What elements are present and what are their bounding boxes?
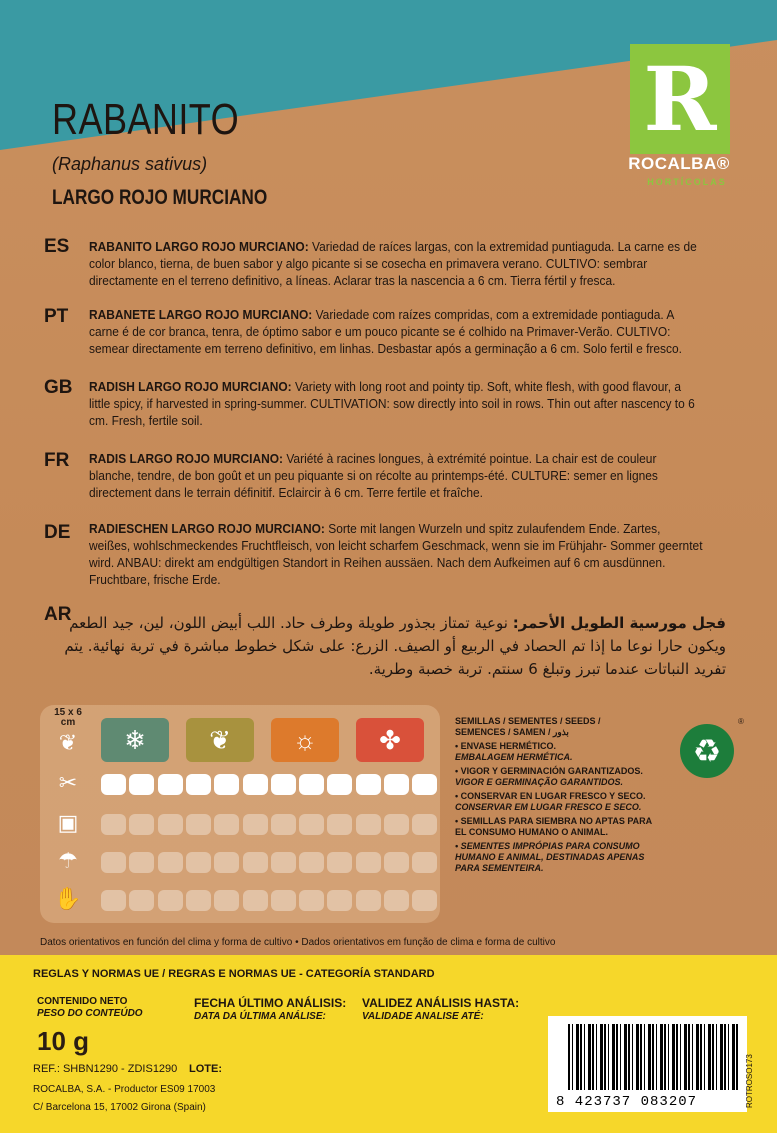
winter-icon: ❄ xyxy=(101,718,169,762)
calendar-cell xyxy=(327,774,352,795)
description-fr xyxy=(89,450,704,501)
seeds-info xyxy=(455,716,655,877)
green-dot-recycling-icon: ♻ xyxy=(680,724,734,778)
seeds-item-5: • SEMENTES IMPRÓPIAS PARA CONSUMO HUMANO E ANIMAL, DESTINADAS APENAS PARA SEMENTEIRA. xyxy=(455,841,645,873)
lang-code-es: ES xyxy=(44,236,70,257)
company: ROCALBA, S.A. - Productor ES09 17003 xyxy=(33,1084,216,1095)
seeds-item-2: • VIGOR Y GERMINACIÓN GARANTIZADOS. xyxy=(455,766,643,776)
calendar-cell xyxy=(129,814,154,835)
logo-letter: R xyxy=(643,47,717,151)
lang-code-de: DE xyxy=(44,522,71,543)
brand-name: ROCALBA® xyxy=(628,154,730,173)
description-gb-text: Variety with long root and pointy tip. Soft, white flesh, with good flavour, a little spicy, if harvested in spring-summer. CULTIVATION: sow directly into soil in rows. Thin out after nascency to 6 cm. Fresh, fertile soil. xyxy=(89,379,695,428)
description-pt-text: Variedade com raízes compridas, com a extremidade pontiaguda. A carne é de cor branca, tenra, de óptimo sabor e um pouco picante se é colhido na Primaver-Verão. CULTIVO: semear directamente em terreno definitivo, em linhas. Desbastar após a germinação a 6 cm. Solo fertil e fresco. xyxy=(89,307,682,356)
calendar-cell xyxy=(327,890,352,911)
calendar-cell xyxy=(129,852,154,873)
calendar-cell xyxy=(384,774,409,795)
calendar-cell xyxy=(412,852,437,873)
calendar-cell xyxy=(299,890,324,911)
product-title: RABANITO xyxy=(52,95,240,144)
seeds-item-2-pt: VIGOR E GERMINAÇÃO GARANTIDOS. xyxy=(455,777,624,787)
description-ar xyxy=(48,612,726,681)
barcode-bars xyxy=(568,1024,738,1090)
calendar-cell xyxy=(299,852,324,873)
calendar-cell xyxy=(384,814,409,835)
description-ar-lead: فجل مورسية الطويل الأحمر: xyxy=(512,614,726,632)
description-pt-lead: RABANETE LARGO ROJO MURCIANO: xyxy=(89,307,313,322)
calendar-cell xyxy=(243,774,268,795)
description-fr-text: Variété à racines longues, à extrémité pointue. La chair est de couleur blanche, tendre, de bon goût et un peu piquante si on récolte au printemps-été. CULTURE: semer en lignes directement dans le terrain définitif. Eclaircir à 6 cm. Terre fertile et fraîche. xyxy=(89,451,658,500)
calendar-cell xyxy=(186,852,211,873)
address: C/ Barcelona 15, 17002 Girona (Spain) xyxy=(33,1102,206,1113)
calendar-cell xyxy=(101,774,126,795)
validity-label-pt: VALIDADE ANALISE ATÉ: xyxy=(362,1011,484,1022)
summer-icon: ☼ xyxy=(271,718,339,762)
calendar-cell xyxy=(384,890,409,911)
seeds-item-3-pt: CONSERVAR EM LUGAR FRESCO E SECO. xyxy=(455,802,642,812)
calendar-cell xyxy=(214,890,239,911)
net-content-label-pt: PESO DO CONTEÚDO xyxy=(37,1008,143,1019)
description-fr-lead: RADIS LARGO ROJO MURCIANO: xyxy=(89,451,284,466)
seedbed-icon: ▣ xyxy=(57,810,79,835)
description-gb xyxy=(89,378,704,429)
lang-code-gb: GB xyxy=(44,377,73,398)
seeds-header-2: SEMENCES / SAMEN / بذور xyxy=(455,727,569,737)
net-content-label: CONTENIDO NETO xyxy=(37,996,128,1007)
calendar-cell xyxy=(299,774,324,795)
calendar-cell xyxy=(356,774,381,795)
plants-icon: ❦ xyxy=(58,730,78,755)
barcode-number: 8 423737 083207 xyxy=(556,1094,698,1110)
lot-label: LOTE: xyxy=(189,1063,222,1075)
calendar-cell xyxy=(158,890,183,911)
brand-logo xyxy=(617,44,741,187)
sowing-icon: ✂ xyxy=(58,770,78,795)
seeds-item-1: • ENVASE HERMÉTICO. xyxy=(455,741,556,751)
calendar-cell xyxy=(356,890,381,911)
calendar-cell xyxy=(327,814,352,835)
analysis-date-label-pt: DATA DA ÚLTIMA ANÁLISE: xyxy=(194,1011,326,1022)
product-variety: LARGO ROJO MURCIANO xyxy=(52,186,268,209)
logo-box xyxy=(630,44,730,154)
validity-label: VALIDEZ ANÁLISIS HASTA: xyxy=(362,996,520,1010)
vertical-code: ROTROSO173 xyxy=(745,1054,754,1108)
seeds-item-1-pt: EMBALAGEM HERMÉTICA. xyxy=(455,752,573,762)
transplant-icon: ☂ xyxy=(58,848,78,873)
description-es-lead: RABANITO LARGO ROJO MURCIANO: xyxy=(89,239,309,254)
seeds-header-1: SEMILLAS / SEMENTES / SEEDS / xyxy=(455,716,601,726)
calendar-cell xyxy=(412,774,437,795)
plant-spacing: 15 x 6 cm xyxy=(54,707,82,728)
calendar-cell xyxy=(412,814,437,835)
calendar-cell xyxy=(158,814,183,835)
calendar-cell xyxy=(384,852,409,873)
description-ar-text: نوعية تمتاز بجذور طويلة وطرف حاد. اللب أبيض اللون، لين، جيد الطعم ويكون حارا نوعا ما إذا تم الحصاد في الربيع أو الصيف. الزرع: على شكل خطوط مباشرة في تربة نهائية. يتم تفريد النباتات عندما تبرز وتبلغ 6 سنتم. تربة خصبة وطرية. xyxy=(64,614,726,678)
calendar-cell xyxy=(129,890,154,911)
description-es xyxy=(89,238,704,289)
eu-rules: REGLAS Y NORMAS UE / REGRAS E NORMAS UE - CATEGORÍA STANDARD xyxy=(33,968,435,980)
calendar-cell xyxy=(101,852,126,873)
calendar-cell xyxy=(243,852,268,873)
description-gb-lead: RADISH LARGO ROJO MURCIANO: xyxy=(89,379,292,394)
registered-mark: ® xyxy=(738,717,744,726)
calendar-cell xyxy=(271,890,296,911)
calendar-cell xyxy=(299,814,324,835)
footnote: Datos orientativos en función del clima y forma de cultivo • Dados orientativos em função de clima e forma de cultivo xyxy=(40,937,556,948)
calendar-cell xyxy=(327,852,352,873)
calendar-cell xyxy=(101,890,126,911)
analysis-date-label: FECHA ÚLTIMO ANÁLISIS: xyxy=(194,996,347,1010)
autumn-icon: ✤ xyxy=(356,718,424,762)
calendar-cell xyxy=(158,774,183,795)
calendar-cell xyxy=(158,852,183,873)
calendar-cell xyxy=(356,814,381,835)
calendar-cell xyxy=(214,774,239,795)
lang-code-ar: AR xyxy=(44,604,72,625)
lang-code-pt: PT xyxy=(44,306,69,327)
description-de-text: Sorte mit langen Wurzeln und spitz zulaufendem Ende. Zartes, weißes, wohlschmeckendes Fruchtfleisch, von leicht scharfem Geschmack, wenn sie im Frühjahr- Sommer geerntet wird. ANBAU: direkt am endgültigen Standort in Reihen aussäen. Nach dem Aufkeimen auf 6 cm ausdünnen. Fruchtbare, frische Erde. xyxy=(89,521,703,587)
calendar-cell xyxy=(356,852,381,873)
harvest-icon: ✋ xyxy=(54,886,82,911)
calendar-cell xyxy=(243,890,268,911)
calendar-cell xyxy=(271,814,296,835)
description-de-lead: RADIESCHEN LARGO ROJO MURCIANO: xyxy=(89,521,325,536)
calendar-cell xyxy=(214,814,239,835)
calendar-cell xyxy=(271,852,296,873)
calendar-cell xyxy=(186,814,211,835)
calendar-cell xyxy=(186,890,211,911)
lang-code-fr: FR xyxy=(44,450,70,471)
calendar-cell xyxy=(412,890,437,911)
calendar-cell xyxy=(129,774,154,795)
description-es-text: Variedad de raíces largas, con la extremidad puntiaguda. La carne es de color blanco, tierna, de buen sabor y algo picante si se cosecha en primavera verano. CULTIVO: sembrar directamente en el terreno definitivo, a líneas. Aclarar tras la nascencia a 6 cm. Tierra fértil y fresca. xyxy=(89,239,697,288)
spring-icon: ❦ xyxy=(186,718,254,762)
brand-subtitle: HORTÍCOLAS xyxy=(647,177,727,187)
product-latin-name: (Raphanus sativus) xyxy=(52,154,208,174)
description-pt xyxy=(89,306,704,357)
description-de xyxy=(89,520,704,588)
calendar-cell xyxy=(186,774,211,795)
calendar-cell xyxy=(101,814,126,835)
calendar-cell xyxy=(243,814,268,835)
seeds-item-4: • SEMILLAS PARA SIEMBRA NO APTAS PARA EL CONSUMO HUMANO O ANIMAL. xyxy=(455,816,652,837)
barcode xyxy=(548,1016,747,1112)
calendar-cell xyxy=(271,774,296,795)
net-weight: 10 g xyxy=(37,1026,90,1056)
seeds-item-3: • CONSERVAR EN LUGAR FRESCO Y SECO. xyxy=(455,791,646,801)
reference: REF.: SHBN1290 - ZDIS1290 xyxy=(33,1063,178,1075)
calendar-cell xyxy=(214,852,239,873)
